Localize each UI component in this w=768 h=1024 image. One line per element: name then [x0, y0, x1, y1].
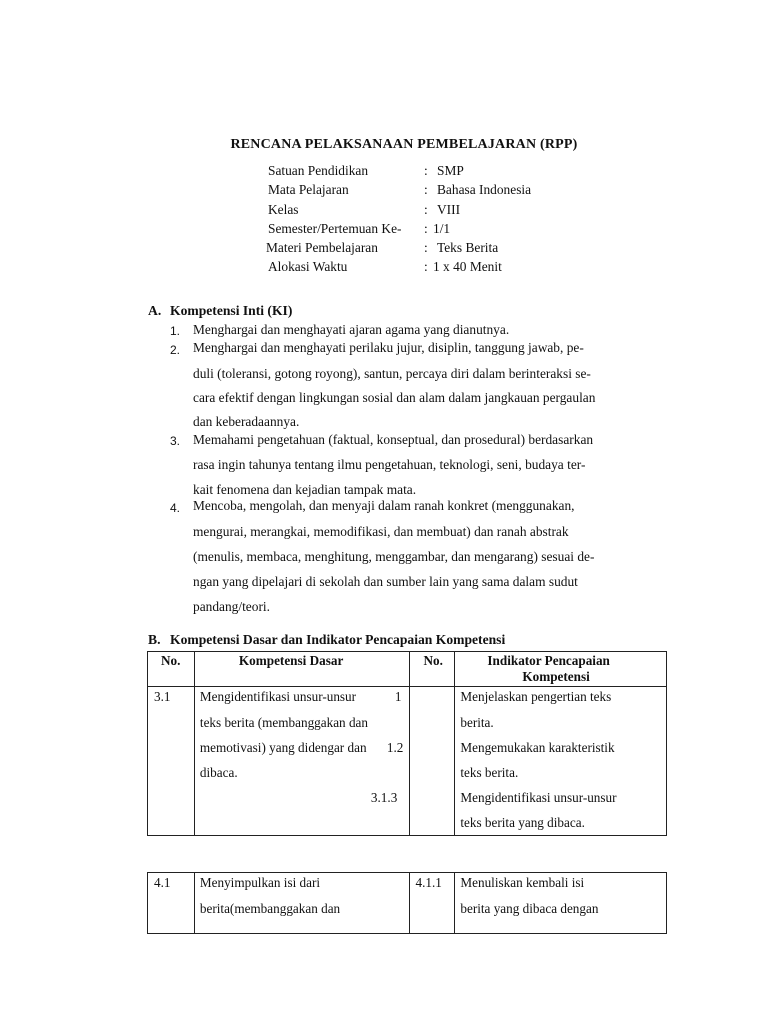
ki-line: Memahami pengetahuan (faktual, konseptual, dan prosedural) berdasarkan: [193, 432, 594, 447]
header-no: No.: [148, 652, 195, 687]
kd-table-header: [148, 652, 667, 687]
page-title: RENCANA PELAKSANAAN PEMBELAJARAN (RPP): [230, 137, 578, 152]
ki-number: 2.: [170, 343, 181, 357]
section-b-title: Kompetensi Dasar dan Indikator Pencapaian Kompetensi: [170, 632, 506, 647]
identity-label: Semester/Pertemuan Ke-: [268, 221, 402, 236]
header-indicator: Indikator Pencapaian Kompetensi: [455, 652, 667, 687]
ki-line: kait fenomena dan kejadian tampak mata.: [193, 482, 417, 497]
table-row: [148, 687, 667, 836]
identity-label: Kelas: [268, 202, 299, 217]
ki-line: mengurai, merangkai, memodifikasi, dan membuat) dan ranah abstrak: [193, 524, 569, 539]
indicator-text: Menuliskan kembali isi berita yang dibaca dengan: [455, 873, 667, 934]
indicator-number: [410, 687, 455, 836]
kd-number: 3.1: [148, 687, 195, 836]
identity-value: VIII: [437, 202, 461, 217]
section-a-title: Kompetensi Inti (KI): [170, 303, 293, 318]
ki-line: dan keberadaannya.: [193, 414, 300, 429]
identity-sep: :: [424, 163, 428, 178]
identity-value: Teks Berita: [437, 240, 499, 255]
ki-line: (menulis, membaca, menghitung, menggambar, dan mengarang) sesuai de-: [193, 549, 595, 564]
identity-value: 1/1: [433, 221, 451, 236]
kd-table-continued: [147, 872, 667, 934]
identity-value: 1 x 40 Menit: [433, 259, 502, 274]
ki-line: Mencoba, mengolah, dan menyaji dalam ranah konkret (menggunakan,: [193, 498, 575, 513]
ki-line: rasa ingin tahunya tentang ilmu pengetahuan, teknologi, seni, budaya ter-: [193, 457, 586, 472]
identity-value: SMP: [437, 163, 464, 178]
kd-text: Mengidentifikasi unsur-unsur 1 teks berita (membanggakan dan memotivasi) yang didengar dan 1.2 dibaca. 3.1.3: [194, 687, 410, 836]
identity-label: Satuan Pendidikan: [268, 163, 369, 178]
identity-value: Bahasa Indonesia: [437, 182, 532, 197]
indicator-text: Menjelaskan pengertian teks berita. Mengemukakan karakteristik teks berita. Mengidentifikasi unsur-unsur teks berita yang dibaca.: [455, 687, 667, 836]
identity-sep: :: [424, 221, 428, 236]
section-b-letter: B.: [148, 632, 161, 647]
table-row: [148, 873, 667, 934]
identity-sep: :: [424, 240, 428, 255]
identity-sep: :: [424, 202, 428, 217]
kd-text: Menyimpulkan isi dari berita(membanggakan dan: [194, 873, 410, 934]
ki-number: 1.: [170, 324, 181, 338]
indicator-number: 4.1.1: [410, 873, 455, 934]
ki-line: Menghargai dan menghayati perilaku jujur, disiplin, tanggung jawab, pe-: [193, 340, 584, 355]
header-kd: Kompetensi Dasar: [194, 652, 410, 687]
ki-line: ngan yang dipelajari di sekolah dan sumber lain yang sama dalam sudut: [193, 574, 578, 589]
identity-label: Alokasi Waktu: [268, 259, 348, 274]
ki-number: 3.: [170, 434, 181, 448]
identity-sep: :: [424, 259, 428, 274]
kd-table: [147, 651, 667, 836]
ki-line: pandang/teori.: [193, 599, 270, 614]
ki-line: duli (toleransi, gotong royong), santun, percaya diri dalam berinteraksi se-: [193, 366, 591, 381]
header-no-indicator: No.: [410, 652, 455, 687]
ki-number: 4.: [170, 501, 181, 515]
section-a-letter: A.: [148, 303, 162, 318]
kd-number: 4.1: [148, 873, 195, 934]
identity-sep: :: [424, 182, 428, 197]
ki-line: Menghargai dan menghayati ajaran agama yang dianutnya.: [193, 322, 510, 337]
identity-label: Mata Pelajaran: [268, 182, 349, 197]
ki-line: cara efektif dengan lingkungan sosial dan alam dalam jangkauan pergaulan: [193, 390, 596, 405]
identity-label: Materi Pembelajaran: [266, 240, 378, 255]
